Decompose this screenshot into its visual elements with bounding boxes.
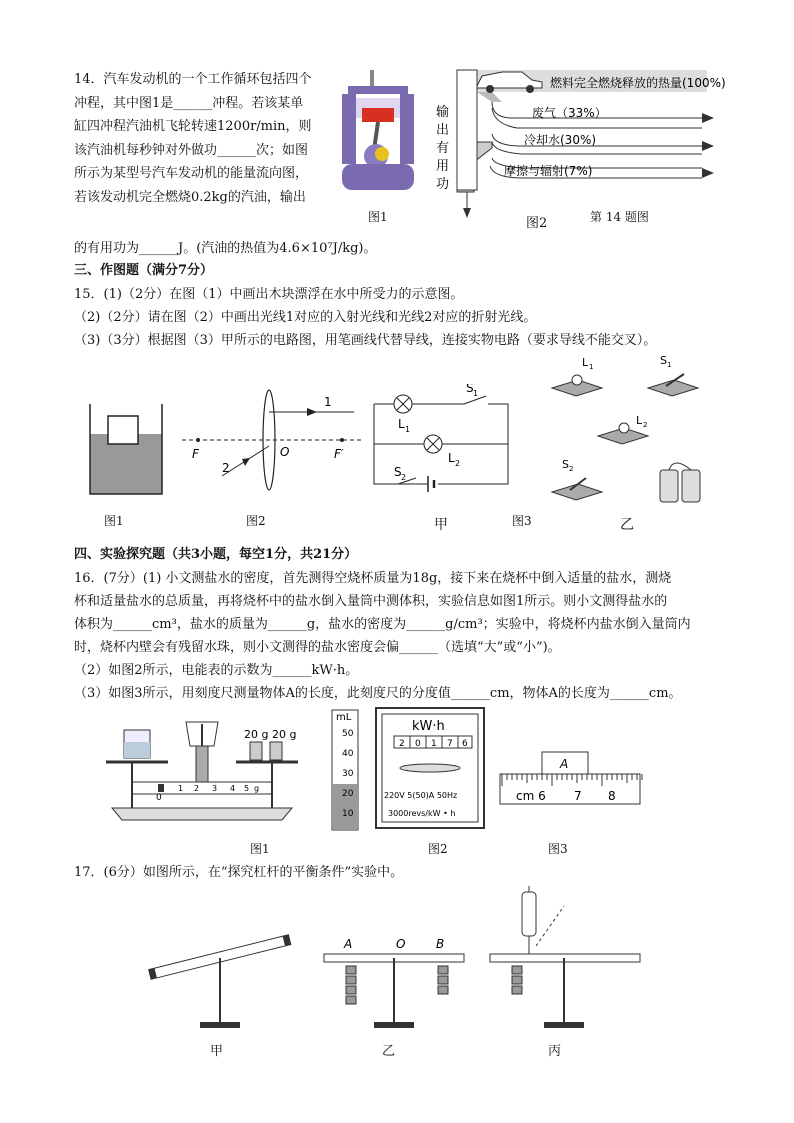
q14-fig2-caption: 图2 <box>526 216 548 231</box>
useful-work-char: 用 <box>436 159 450 174</box>
q16-line1: 16．(7分）(1) 小文测盐水的密度，首先测得空烧杯质量为18g，接下来在烧杯中倒入适量的盐水，测烧 <box>74 571 672 586</box>
beam-tick: 0 <box>156 793 162 803</box>
L1-label: L <box>398 417 405 431</box>
useful-work-char: 有 <box>436 141 450 156</box>
energy-total-label: 燃料完全燃烧释放的热量(100%) <box>550 76 726 90</box>
beam-scale <box>132 782 272 794</box>
real-S1-label: S <box>660 354 667 367</box>
section-3-title: 三、作图题（满分7分） <box>74 263 214 278</box>
q16-line2: 杯和适量盐水的总质量，再将烧杯中的盐水倒入量筒中测体积，实验信息如图1所示。则小文测得盐水的 <box>74 594 668 609</box>
q16-fig3-caption: 图3 <box>548 842 568 856</box>
spring-scale-icon <box>522 892 536 936</box>
L2-label: L <box>448 451 455 465</box>
q15-fig3-caption: 图3 <box>512 514 532 528</box>
q15-yi-caption: 乙 <box>620 517 634 533</box>
meter-digit: 7 <box>447 739 453 749</box>
S1-subscript: 1 <box>473 389 479 398</box>
circuit-diagram <box>368 384 518 496</box>
ruler-figure <box>498 748 646 814</box>
hook-weight-icon <box>346 966 356 974</box>
ray-2-label: 2 <box>222 461 230 475</box>
useful-work-char: 功 <box>436 177 450 192</box>
section-4-title: 四、实验探究题（共3小题，每空1分，共21分） <box>74 547 358 562</box>
q14-line: 冲程，其中图1是______冲程。若该某单 <box>74 95 304 111</box>
hook-weight-icon <box>512 966 522 974</box>
beam-tick: g <box>254 784 260 793</box>
ruler-label: 8 <box>608 789 616 803</box>
q14-fig1-caption: 图1 <box>368 210 388 224</box>
q14-line: 该汽油机每秒钟对外做功______次；如图 <box>74 142 309 158</box>
q16-line3: 体积为______cm³，盐水的质量为______g，盐水的密度为______g/cm³；实验中，将烧杯内盐水倒入量筒内 <box>74 617 691 632</box>
meter-disc-icon <box>400 764 460 772</box>
beam-tick: 2 <box>194 784 200 793</box>
q16-part2: （2）如图2所示，电能表的示数为______kW·h。 <box>74 663 359 678</box>
q15-fig2-caption: 图2 <box>246 514 266 528</box>
L2-subscript: 2 <box>455 459 461 468</box>
q17-jia-caption: 甲 <box>210 1044 224 1059</box>
q14-line: 所示为某型号汽车发动机的能量流向图， <box>74 166 309 181</box>
arrow-icon <box>702 168 714 178</box>
q16-line4: 时，烧杯内壁会有残留水珠，则小文测得的盐水密度会偏______（选填“大”或“小”)。 <box>74 640 561 655</box>
hook-weight-icon <box>512 986 522 994</box>
q15-part3: （3)（3分）根据图（3）甲所示的电路图，用笔画线代替导线，连接实物电路（要求导线不能交叉）。 <box>74 333 657 348</box>
floating-block-figure <box>86 400 166 496</box>
point-A-label: A <box>344 937 353 951</box>
beam-tick: 4 <box>230 784 236 793</box>
ruler-label: 7 <box>574 789 582 803</box>
balance-scale-figure <box>102 712 312 832</box>
arrow-icon <box>307 408 317 416</box>
cylinder-tick: 20 <box>342 789 354 799</box>
L1-subscript: 1 <box>405 425 411 434</box>
hook-weight-icon <box>438 966 448 974</box>
energy-flow-figure <box>432 62 732 224</box>
components-figure <box>548 352 718 512</box>
arrow-icon <box>463 208 471 218</box>
ruler-label: cm 6 <box>516 789 546 803</box>
hook-weight-icon <box>438 986 448 994</box>
hook-weight-icon <box>346 996 356 1004</box>
S2-label: S <box>394 465 402 479</box>
weight-icon <box>270 742 282 760</box>
hook-weight-icon <box>346 976 356 984</box>
q17-text: 17．(6分）如图所示，在“探究杠杆的平衡条件”实验中。 <box>74 865 404 880</box>
beam-tick: 3 <box>212 784 218 793</box>
cylinder-tick: 50 <box>342 729 354 739</box>
q16-part3: （3）如图3所示，用刻度尺测量物体A的长度，此刻度尺的分度值______cm，物体A的长度为______cm。 <box>74 686 682 701</box>
q15-part2: （2)（2分）请在图（2）中画出光线1对应的入射光线和光线2对应的折射光线。 <box>74 310 537 325</box>
hook-weight-icon <box>438 976 448 984</box>
battery-cell-icon <box>660 470 678 502</box>
q15-part1: 15．(1)（2分）在图（1）中画出木块漂浮在水中所受力的示意图。 <box>74 287 464 302</box>
real-S2-label: S <box>562 458 569 471</box>
q16-fig1-caption: 图1 <box>250 842 270 856</box>
real-S1-subscript: 1 <box>667 361 672 369</box>
battery-cell-icon <box>682 470 700 502</box>
object-A-label: A <box>560 757 569 771</box>
lever-jia-figure <box>140 928 300 1030</box>
energy-coolant-label: 冷却水(30%) <box>524 133 597 147</box>
meter-digit: 6 <box>462 739 468 749</box>
real-L1-label: L <box>582 356 589 369</box>
bulb-icon <box>572 375 582 385</box>
weight-icon <box>250 742 262 760</box>
meter-digit: 2 <box>399 739 405 749</box>
point-O-label: O <box>396 937 406 951</box>
cylinder-tick: 10 <box>342 809 354 819</box>
useful-work-char: 输 <box>436 105 450 120</box>
lens-figure <box>182 384 362 494</box>
question-14-text <box>74 68 332 209</box>
useful-work-char: 出 <box>436 123 450 138</box>
cylinder-unit-label: mL <box>336 712 352 723</box>
q17-bing-caption: 丙 <box>548 1044 562 1059</box>
meter-spec-label: 220V 5(50)A 50Hz <box>384 791 458 800</box>
real-L1-subscript: 1 <box>589 363 594 371</box>
q14-line: 缸四冲程汽油机飞轮转速1200r/min，则 <box>74 119 312 134</box>
lever-bing-figure <box>480 884 650 1030</box>
energy-friction-label: 摩擦与辐射(7%) <box>504 164 593 178</box>
S2-subscript: 2 <box>401 473 407 482</box>
meter-digit: 1 <box>431 739 437 749</box>
focal-point <box>196 438 200 442</box>
meter-unit-label: kW·h <box>412 719 445 734</box>
real-L2-subscript: 2 <box>643 421 648 429</box>
optical-center-label: O <box>280 445 290 459</box>
ray-1-label: 1 <box>324 395 332 409</box>
hook-weight-icon <box>346 986 356 994</box>
arrow-icon <box>702 113 714 123</box>
graduated-cylinder-figure <box>330 704 366 834</box>
point-B-label: B <box>436 937 445 951</box>
real-L2-label: L <box>636 414 643 427</box>
lever-yi-figure <box>314 930 474 1030</box>
cylinder-tick: 30 <box>342 769 354 779</box>
beam-tick: 5 <box>244 784 250 793</box>
q15-jia-caption: 甲 <box>434 517 448 533</box>
q15-fig1-caption: 图1 <box>104 514 124 528</box>
q14-figure-title: 第 14 题图 <box>590 210 649 224</box>
bulb-icon <box>619 423 629 433</box>
arrow-icon <box>702 141 714 151</box>
energy-meter-figure <box>374 706 486 830</box>
energy-exhaust-label: 废气（33%） <box>532 106 607 120</box>
meter-digit: 0 <box>415 739 421 749</box>
rider-icon <box>158 784 164 792</box>
focal-point <box>340 438 344 442</box>
q14-line: 14．汽车发动机的一个工作循环包括四个 <box>74 72 312 87</box>
engine-cylinder-figure <box>338 68 418 198</box>
cylinder-tick: 40 <box>342 749 354 759</box>
beam-tick: 1 <box>178 784 184 793</box>
meter-revs-label: 3000revs/kW • h <box>388 809 456 818</box>
real-S2-subscript: 2 <box>569 465 574 473</box>
q16-fig2-caption: 图2 <box>428 842 448 856</box>
switch-S2-base <box>552 484 602 500</box>
q17-yi-caption: 乙 <box>382 1044 396 1059</box>
hook-weight-icon <box>512 976 522 984</box>
S1-label: S <box>466 384 474 395</box>
q14-last-line: 的有用功为______J。(汽油的热值为4.6×10⁷J/kg)。 <box>74 241 377 256</box>
focus-F-prime-label: F′ <box>334 447 344 461</box>
q14-line: 若该发动机完全燃烧0.2kg的汽油，输出 <box>74 189 306 205</box>
focus-F-label: F <box>192 447 199 461</box>
weights-label: 20 g 20 g <box>244 728 297 741</box>
